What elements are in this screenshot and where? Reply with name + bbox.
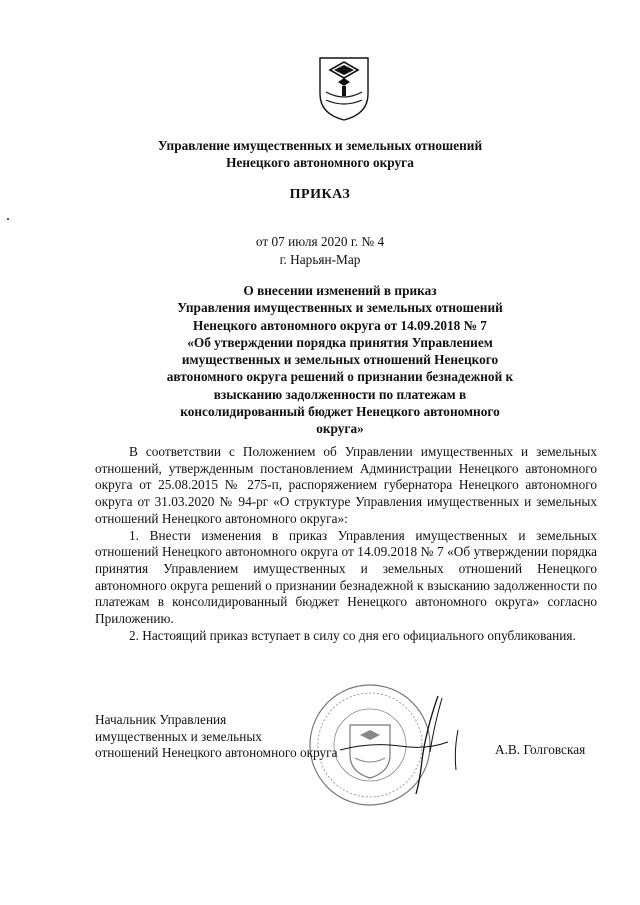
margin-mark <box>7 218 9 220</box>
city: г. Нарьян-Мар <box>279 252 361 267</box>
heading-line: консолидированный бюджет Ненецкого автономного <box>180 404 500 420</box>
heading-line: Управления имущественных и земельных отношений <box>177 300 503 316</box>
date-number: от 07 июля 2020 г. № 4 <box>255 234 385 249</box>
organization-name <box>60 137 580 171</box>
preamble-paragraph: В соответствии с Положением об Управлении имущественных и земельных отношений, утвержденным постановлением Администрации Ненецкого автономного округа от 25.08.2015 № 275-п, распоряжением губернатора Ненецкого автономного округа от 31.03.2020 № 94-рг «О структуре Управления имущественных и земельных отношений Ненецкого автономного округа»: <box>95 444 597 526</box>
heading-line: О внесении изменений в приказ <box>243 283 437 298</box>
position-line: Начальник Управления <box>95 712 227 727</box>
position-line: отношений Ненецкого автономного округа <box>95 745 338 760</box>
heading-line: имущественных и земельных отношений Ненецкого <box>181 352 499 368</box>
heading-line: Ненецкого автономного округа от 14.09.2018 № 7 <box>193 317 487 333</box>
heading-line: округа» <box>316 421 364 437</box>
document-type: ПРИКАЗ <box>289 187 351 202</box>
heading-line: «Об утверждении порядка принятия Управлением <box>187 334 493 350</box>
handwritten-signature-icon <box>330 690 470 800</box>
heading-line: взысканию задолженности по платежам в <box>213 386 467 402</box>
org-line: Ненецкого автономного округа <box>226 155 414 170</box>
date-block <box>60 233 580 269</box>
item-2-paragraph: 2. Настоящий приказ вступает в силу со дня его официального опубликования. <box>129 627 576 643</box>
signatory-position <box>95 712 338 762</box>
coat-of-arms-icon <box>316 56 372 122</box>
order-body <box>95 444 597 644</box>
org-line: Управление имущественных и земельных отношений <box>157 138 483 153</box>
order-heading <box>130 282 550 438</box>
item-1-paragraph: 1. Внести изменения в приказ Управления имущественных и земельных отношений Ненецкого автономного округа от 14.09.2018 № 7 «Об утверждении порядка принятия Управлением имущественных и земельных отношений Ненецкого автономного округа решений о признании безнадежной к взысканию задолженности по платежам в консолидированный бюджет Ненецкого автономного округа» согласно Приложению. <box>95 527 597 627</box>
signatory-name: А.В. Голговская <box>495 742 586 757</box>
position-line: имущественных и земельных <box>95 728 262 744</box>
heading-line: автономного округа решений о признании безнадежной к <box>166 369 514 385</box>
